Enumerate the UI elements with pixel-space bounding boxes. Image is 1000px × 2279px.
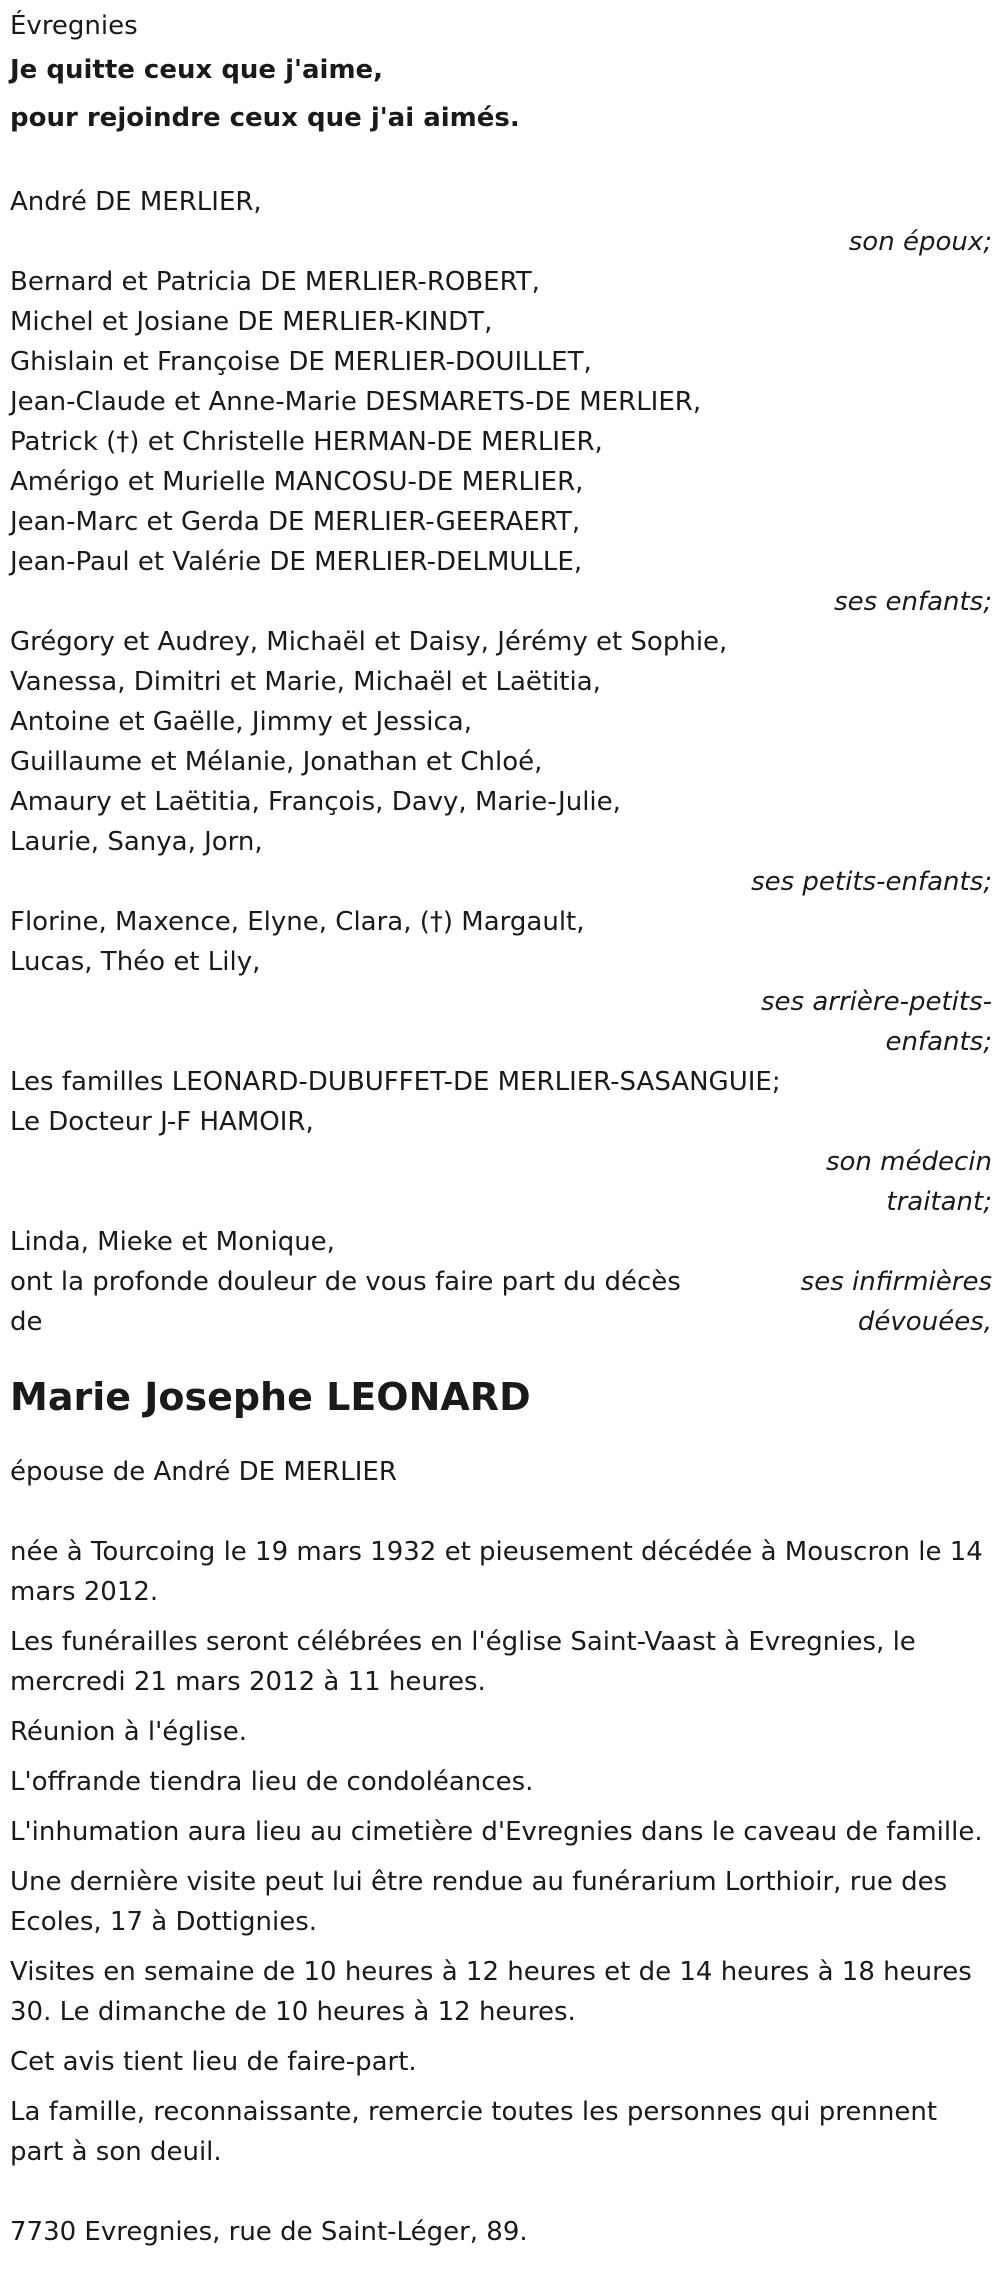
grandchild-line: Vanessa, Dimitri et Marie, Michaël et Laëtitia, [10,667,601,697]
great-grandchildren-role-line-1: ses arrière-petits- [761,987,992,1017]
spouse-group [10,182,992,262]
spouse-of: épouse de André DE MERLIER [10,1457,397,1487]
nurses-role [10,1262,992,1342]
families-group [10,1062,992,1102]
spouse-name: André DE MERLIER, [10,187,262,217]
grandchild-line: Laurie, Sanya, Jorn, [10,827,263,857]
deceased-name: Marie Josephe LEONARD [10,1375,531,1419]
obituary-page [10,6,990,2252]
doctor-name: Le Docteur J-F HAMOIR, [10,1107,314,1137]
doctor-role-line-2: traitant; [886,1187,992,1217]
grandchildren-role: ses petits-enfants; [751,867,992,897]
nurses-role-line-2: dévouées, [857,1307,992,1337]
grandchild-line: Grégory et Audrey, Michaël et Daisy, Jérémy et Sophie, [10,627,728,657]
doctor-role-line-1: son médecin [825,1147,992,1177]
intro-line-2: de [10,1307,43,1337]
detail-paragraph: Réunion à l'église. [10,1717,248,1747]
nurses-role-line-1: ses infirmières [800,1267,992,1297]
child-line: Patrick (†) et Christelle HERMAN-DE MERLIER, [10,427,603,457]
doctor-group [10,1102,992,1222]
child-line: Jean-Claude et Anne-Marie DESMARETS-DE MERLIER, [10,387,702,417]
intro-line-1: ont la profonde douleur de vous faire part du décès [10,1267,681,1297]
detail-paragraph: Une dernière visite peut lui être rendue au funérarium Lorthioir, rue des Ecoles, 17 à Dottignies. [10,1867,948,1937]
detail-paragraph: Les funérailles seront célébrées en l'église Saint-Vaast à Evregnies, le mercredi 21 mars 2012 à 11 heures. [10,1627,916,1697]
child-line: Michel et Josiane DE MERLIER-KINDT, [10,307,493,337]
place-name: Évregnies [10,11,138,41]
details-list [10,1532,990,2172]
child-line: Jean-Marc et Gerda DE MERLIER-GEERAERT, [10,507,581,537]
detail-paragraph: Cet avis tient lieu de faire-part. [10,2047,417,2077]
quote-line-1: Je quitte ceux que j'aime, [10,55,384,85]
nurses-group [10,1222,992,1342]
child-line: Bernard et Patricia DE MERLIER-ROBERT, [10,267,540,297]
child-line: Ghislain et Françoise DE MERLIER-DOUILLET, [10,347,592,377]
great-grandchildren-role-line-2: enfants; [885,1027,992,1057]
child-line: Amérigo et Murielle MANCOSU-DE MERLIER, [10,467,584,497]
detail-paragraph: L'inhumation aura lieu au cimetière d'Evregnies dans le caveau de famille. [10,1817,983,1847]
doctor-role [10,1142,992,1222]
grandchild-line: Amaury et Laëtitia, François, Davy, Marie-Julie, [10,787,621,817]
quote-line-2: pour rejoindre ceux que j'ai aimés. [10,103,520,133]
grandchild-line: Guillaume et Mélanie, Jonathan et Chloé, [10,747,543,777]
great-grandchild-line: Lucas, Théo et Lily, [10,947,261,977]
address: 7730 Evregnies, rue de Saint-Léger, 89. [10,2217,528,2247]
detail-paragraph: née à Tourcoing le 19 mars 1932 et pieusement décédée à Mouscron le 14 mars 2012. [10,1537,983,1607]
great-grandchild-line: Florine, Maxence, Elyne, Clara, (†) Margault, [10,907,585,937]
children-role: ses enfants; [834,587,992,617]
families-line: Les familles LEONARD-DUBUFFET-DE MERLIER-SASANGUIE; [10,1067,781,1097]
detail-paragraph: La famille, reconnaissante, remercie toutes les personnes qui prennent part à son deuil. [10,2097,938,2167]
detail-paragraph: Visites en semaine de 10 heures à 12 heures et de 14 heures à 18 heures 30. Le dimanche de 10 heures à 12 heures. [10,1957,972,2027]
great-grandchildren-role [10,982,992,1062]
grandchildren-group [10,622,992,902]
grandchild-line: Antoine et Gaëlle, Jimmy et Jessica, [10,707,472,737]
great-grandchildren-group [10,902,992,1062]
spouse-role: son époux; [848,227,992,257]
nurses-names: Linda, Mieke et Monique, [10,1227,335,1257]
children-group [10,262,992,622]
detail-paragraph: L'offrande tiendra lieu de condoléances. [10,1767,534,1797]
child-line: Jean-Paul et Valérie DE MERLIER-DELMULLE, [10,547,583,577]
